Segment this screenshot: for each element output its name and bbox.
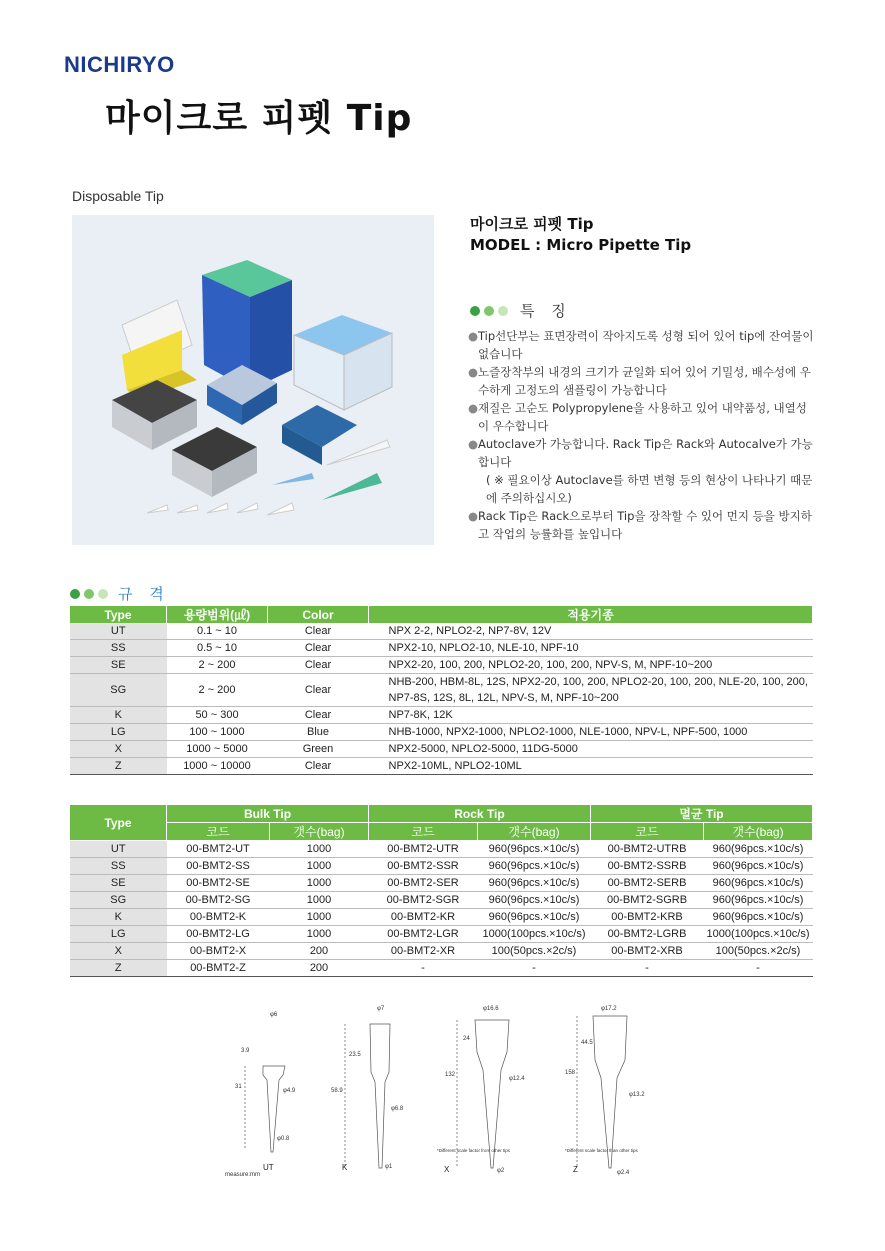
spec-row — [70, 657, 813, 674]
rack-qty-cell: - — [478, 960, 591, 977]
spec-heading-text: 규 격 — [118, 585, 170, 603]
spec-models-cell: NHB-200, HBM-8L, 12S, NPX2-20, 100, 200, NPLO2-20, 100, 200, NLE-20, 100, 200, NP7-8S, 12S, 8L, 12L, NPV-S, M, NPF-10~200 — [369, 674, 813, 707]
ut-dim-end: φ0.8 — [277, 1136, 290, 1142]
z-dim-len: 158 — [565, 1070, 576, 1076]
bulk-qty-cell: 200 — [270, 960, 369, 977]
spec-volume-cell: 1000 ~ 5000 — [167, 741, 268, 758]
bulk-qty-cell: 1000 — [270, 841, 369, 858]
sterile-qty-cell: 960(96pcs.×10c/s) — [704, 841, 813, 858]
ut-label: UT — [263, 1163, 274, 1172]
spec-type-cell: SS — [70, 640, 167, 657]
z-dim-end: φ2.4 — [617, 1170, 630, 1176]
z-label: Z — [573, 1165, 578, 1174]
spec-row — [70, 623, 813, 640]
x-dim-a: 24 — [463, 1036, 470, 1042]
model-label-en: MODEL : Micro Pipette Tip — [470, 236, 692, 254]
dot-dark-icon — [70, 589, 80, 599]
sterile-code-cell: 00-BMT2-SSRB — [591, 858, 704, 875]
k-dim-top: φ7 — [377, 1006, 385, 1012]
order-table — [70, 805, 813, 977]
ut-dim-top: φ6 — [270, 1012, 278, 1018]
rack-code-cell: 00-BMT2-LGR — [369, 926, 478, 943]
rack-qty-cell: 960(96pcs.×10c/s) — [478, 858, 591, 875]
feature-item: ● Rack Tip은 Rack으로부터 Tip을 장착할 수 있어 먼지 등을 방지하고 작업의 능률화를 높입니다 — [468, 507, 816, 543]
rack-code-cell: - — [369, 960, 478, 977]
sterile-qty-cell: 960(96pcs.×10c/s) — [704, 909, 813, 926]
order-sub-qty: 갯수(bag) — [478, 823, 591, 841]
k-dim-end: φ1 — [385, 1164, 393, 1170]
spec-volume-cell: 0.5 ~ 10 — [167, 640, 268, 657]
spec-col-volume: 용량범위(㎕) — [167, 606, 268, 623]
bulk-code-cell: 00-BMT2-LG — [167, 926, 270, 943]
spec-type-cell: UT — [70, 623, 167, 640]
order-row — [70, 892, 813, 909]
spec-row — [70, 707, 813, 724]
order-group-sterile: 멸균 Tip — [591, 805, 813, 823]
z-dim-a: 44.5 — [581, 1040, 593, 1046]
rack-code-cell: 00-BMT2-XR — [369, 943, 478, 960]
z-scale-note: *Different scale factor than other tips — [565, 1148, 638, 1153]
bulk-code-cell: 00-BMT2-SG — [167, 892, 270, 909]
model-label-kr: 마이크로 피펫 Tip — [470, 215, 594, 233]
spec-heading — [70, 583, 170, 604]
spec-type-cell: LG — [70, 724, 167, 741]
spec-row — [70, 674, 813, 707]
sterile-code-cell: 00-BMT2-UTRB — [591, 841, 704, 858]
spec-models-cell: NPX2-20, 100, 200, NPLO2-20, 100, 200, NPV-S, M, NPF-10~200 — [369, 657, 813, 674]
spec-volume-cell: 100 ~ 1000 — [167, 724, 268, 741]
spec-color-cell: Clear — [268, 623, 369, 640]
bulk-code-cell: 00-BMT2-SE — [167, 875, 270, 892]
feature-text: Tip선단부는 표면장력이 작아지도록 성형 되어 있어 tip에 잔여물이 없습니다 — [478, 329, 814, 361]
order-sub-qty: 갯수(bag) — [270, 823, 369, 841]
z-dim-mid: φ13.2 — [629, 1092, 645, 1098]
dot-light-icon — [98, 589, 108, 599]
features-heading-text: 특 징 — [520, 302, 572, 320]
sterile-code-cell: 00-BMT2-KRB — [591, 909, 704, 926]
feature-text: Autoclave가 가능합니다. Rack Tip은 Rack와 Autocalve가 가능합니다 — [478, 437, 813, 469]
rack-code-cell: 00-BMT2-SSR — [369, 858, 478, 875]
x-dim-len: 132 — [445, 1072, 456, 1078]
x-label: X — [444, 1165, 450, 1174]
spec-models-cell: NPX 2-2, NPLO2-2, NP7-8V, 12V — [369, 623, 813, 640]
order-row — [70, 960, 813, 977]
brand-logo: NICHIRYO — [64, 52, 175, 77]
bulk-qty-cell: 1000 — [270, 892, 369, 909]
spec-col-type: Type — [70, 606, 167, 623]
order-type-cell: Z — [70, 960, 167, 977]
spec-type-cell: X — [70, 741, 167, 758]
spec-color-cell: Clear — [268, 657, 369, 674]
spec-color-cell: Green — [268, 741, 369, 758]
ut-dim-a: 3.9 — [241, 1048, 250, 1054]
bulk-code-cell: 00-BMT2-Z — [167, 960, 270, 977]
order-type-cell: K — [70, 909, 167, 926]
sterile-qty-cell: 960(96pcs.×10c/s) — [704, 875, 813, 892]
ut-dim-mid: φ4.9 — [283, 1088, 296, 1094]
spec-models-cell: NPX2-5000, NPLO2-5000, 11DG-5000 — [369, 741, 813, 758]
spec-col-color: Color — [268, 606, 369, 623]
sterile-code-cell: 00-BMT2-SGRB — [591, 892, 704, 909]
dot-mid-icon — [484, 306, 494, 316]
spec-color-cell: Clear — [268, 758, 369, 775]
sterile-code-cell: 00-BMT2-LGRB — [591, 926, 704, 943]
order-row — [70, 943, 813, 960]
spec-type-cell: Z — [70, 758, 167, 775]
spec-row — [70, 724, 813, 741]
k-dim-mid: φ6.8 — [391, 1106, 404, 1112]
dot-mid-icon — [84, 589, 94, 599]
spec-row — [70, 741, 813, 758]
product-photo — [72, 215, 434, 545]
spec-type-cell: SG — [70, 674, 167, 707]
order-type-cell: LG — [70, 926, 167, 943]
sterile-qty-cell: 960(96pcs.×10c/s) — [704, 858, 813, 875]
bulk-code-cell: 00-BMT2-X — [167, 943, 270, 960]
bulk-code-cell: 00-BMT2-UT — [167, 841, 270, 858]
bulk-code-cell: 00-BMT2-K — [167, 909, 270, 926]
sterile-qty-cell: 1000(100pcs.×10c/s) — [704, 926, 813, 943]
sterile-code-cell: 00-BMT2-SERB — [591, 875, 704, 892]
sterile-qty-cell: 960(96pcs.×10c/s) — [704, 892, 813, 909]
feature-text: Rack Tip은 Rack으로부터 Tip을 장착할 수 있어 먼지 등을 방지하고 작업의 능률화를 높입니다 — [478, 509, 812, 541]
order-sub-code: 코드 — [369, 823, 478, 841]
features-heading — [470, 300, 572, 321]
order-sub-code: 코드 — [591, 823, 704, 841]
spec-volume-cell: 0.1 ~ 10 — [167, 623, 268, 640]
measure-unit: measure:mm — [225, 1172, 261, 1178]
spec-models-cell: NP7-8K, 12K — [369, 707, 813, 724]
spec-row — [70, 758, 813, 775]
spec-color-cell: Clear — [268, 640, 369, 657]
feature-item: ● Autoclave가 가능합니다. Rack Tip은 Rack와 Autocalve가 가능합니다 — [468, 435, 816, 471]
k-dim-a: 23.5 — [349, 1052, 361, 1058]
k-label: K — [342, 1163, 348, 1172]
order-sub-qty: 갯수(bag) — [704, 823, 813, 841]
dot-light-icon — [498, 306, 508, 316]
rack-qty-cell: 960(96pcs.×10c/s) — [478, 841, 591, 858]
spec-models-cell: NHB-1000, NPX2-1000, NPLO2-1000, NLE-1000, NPV-L, NPF-500, 1000 — [369, 724, 813, 741]
spec-col-models: 적용기종 — [369, 606, 813, 623]
order-row — [70, 909, 813, 926]
page-title: 마이크로 피펫 Tip — [105, 98, 413, 139]
spec-row — [70, 640, 813, 657]
order-body — [70, 841, 813, 977]
rack-qty-cell: 960(96pcs.×10c/s) — [478, 875, 591, 892]
order-row — [70, 926, 813, 943]
x-dim-end: φ2 — [497, 1168, 505, 1174]
rack-qty-cell: 960(96pcs.×10c/s) — [478, 909, 591, 926]
order-type-cell: SG — [70, 892, 167, 909]
spec-models-cell: NPX2-10, NPLO2-10, NLE-10, NPF-10 — [369, 640, 813, 657]
rack-code-cell: 00-BMT2-UTR — [369, 841, 478, 858]
feature-text: 재질은 고순도 Polypropylene을 사용하고 있어 내약품성, 내열성이 우수합니다 — [478, 401, 807, 433]
rack-code-cell: 00-BMT2-SER — [369, 875, 478, 892]
spec-table — [70, 606, 813, 775]
rack-qty-cell: 1000(100pcs.×10c/s) — [478, 926, 591, 943]
x-scale-note: *Different scale factor from other tips — [437, 1148, 510, 1153]
bulk-qty-cell: 1000 — [270, 858, 369, 875]
order-type-cell: X — [70, 943, 167, 960]
bulk-qty-cell: 200 — [270, 943, 369, 960]
page-subtitle: Disposable Tip — [72, 188, 164, 204]
rack-qty-cell: 960(96pcs.×10c/s) — [478, 892, 591, 909]
feature-item: ● Tip선단부는 표면장력이 작아지도록 성형 되어 있어 tip에 잔여물이 없습니다 — [468, 327, 816, 363]
order-type-cell: UT — [70, 841, 167, 858]
order-group-bulk: Bulk Tip — [167, 805, 369, 823]
rack-code-cell: 00-BMT2-SGR — [369, 892, 478, 909]
bulk-code-cell: 00-BMT2-SS — [167, 858, 270, 875]
spec-type-cell: K — [70, 707, 167, 724]
spec-color-cell: Clear — [268, 707, 369, 724]
feature-text: 노즐장착부의 내경의 크기가 균일화 되어 있어 기밀성, 배수성에 우수하게 고정도의 샘플링이 가능합니다 — [478, 365, 811, 397]
order-type-cell: SS — [70, 858, 167, 875]
spec-volume-cell: 2 ~ 200 — [167, 657, 268, 674]
features-list — [468, 327, 816, 543]
spec-header-row — [70, 606, 813, 623]
order-col-type: Type — [70, 805, 167, 841]
tip-dimension-drawing — [225, 1000, 665, 1180]
order-row — [70, 875, 813, 892]
sterile-code-cell: - — [591, 960, 704, 977]
spec-type-cell: SE — [70, 657, 167, 674]
dot-dark-icon — [470, 306, 480, 316]
rack-qty-cell: 100(50pcs.×2c/s) — [478, 943, 591, 960]
order-subheader-row — [70, 823, 813, 841]
sterile-qty-cell: 100(50pcs.×2c/s) — [704, 943, 813, 960]
sterile-code-cell: 00-BMT2-XRB — [591, 943, 704, 960]
feature-item: ● 노즐장착부의 내경의 크기가 균일화 되어 있어 기밀성, 배수성에 우수하게 고정도의 샘플링이 가능합니다 — [468, 363, 816, 399]
spec-color-cell: Clear — [268, 674, 369, 707]
order-header-row — [70, 805, 813, 823]
x-dim-mid: φ12.4 — [509, 1076, 525, 1082]
spec-color-cell: Blue — [268, 724, 369, 741]
rack-code-cell: 00-BMT2-KR — [369, 909, 478, 926]
order-row — [70, 858, 813, 875]
bulk-qty-cell: 1000 — [270, 875, 369, 892]
bulk-qty-cell: 1000 — [270, 926, 369, 943]
order-type-cell: SE — [70, 875, 167, 892]
spec-models-cell: NPX2-10ML, NPLO2-10ML — [369, 758, 813, 775]
x-dim-top: φ16.6 — [483, 1006, 499, 1012]
z-dim-top: φ17.2 — [601, 1006, 617, 1012]
ut-dim-len: 31 — [235, 1084, 242, 1090]
order-row — [70, 841, 813, 858]
feature-note: ( ※ 필요이상 Autoclave를 하면 변형 등의 현상이 나타나기 때문에 주의하십시오) — [486, 473, 813, 505]
spec-body — [70, 623, 813, 775]
order-sub-code: 코드 — [167, 823, 270, 841]
order-group-rack: Rock Tip — [369, 805, 591, 823]
bulk-qty-cell: 1000 — [270, 909, 369, 926]
k-dim-len: 58.9 — [331, 1088, 343, 1094]
sterile-qty-cell: - — [704, 960, 813, 977]
feature-item: ● 재질은 고순도 Polypropylene을 사용하고 있어 내약품성, 내열성이 우수합니다 — [468, 399, 816, 435]
spec-volume-cell: 50 ~ 300 — [167, 707, 268, 724]
spec-volume-cell: 1000 ~ 10000 — [167, 758, 268, 775]
spec-volume-cell: 2 ~ 200 — [167, 674, 268, 707]
